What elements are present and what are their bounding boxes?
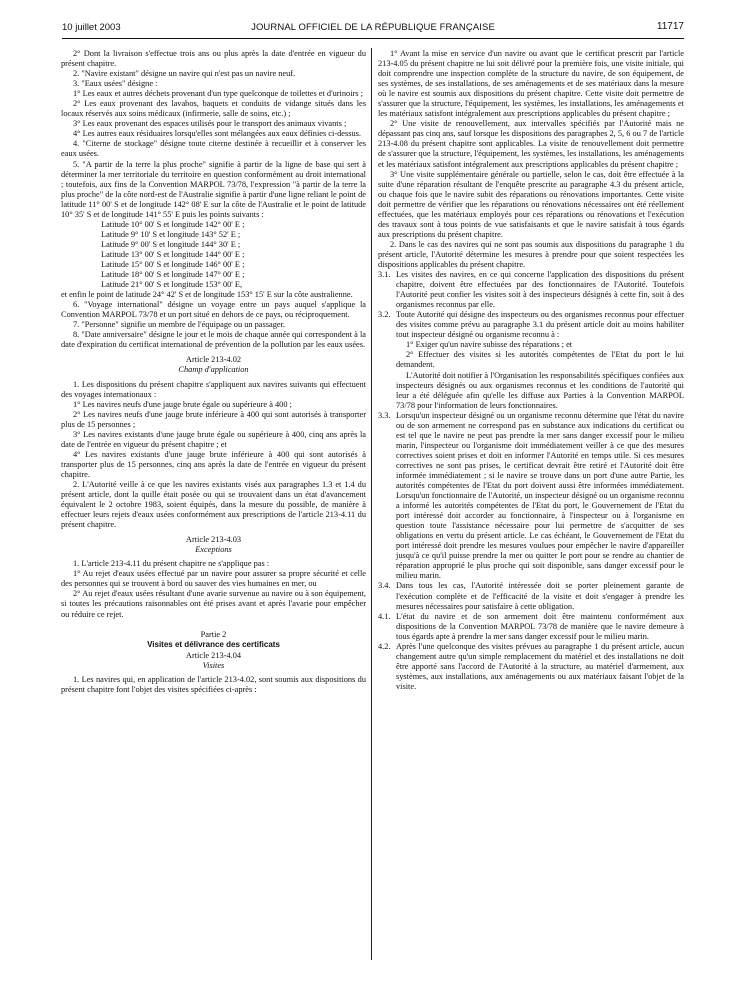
paragraph: 1. Les dispositions du présent chapitre s'appliquent aux navires suivants qui effectuent des voyages internationaux : — [61, 379, 366, 399]
paragraph: 4° Les navires existants d'une jauge brute inférieure à 400 qui sont autorisés à transporter plus de 15 personnes, cinq ans après la date de l'entrée en vigueur du présent chapitre. — [61, 449, 366, 479]
paragraph: 7. "Personne" signifie un membre de l'équipage ou un passager. — [73, 320, 285, 330]
paragraph-text: Lorsqu'un inspecteur désigné ou un organisme reconnu détermine que l'état du navire ou de son armement ne correspond pas en substance aux indications du certificat ou est tel que le navire ne peut pas prendre la mer sans danger excessif pour le milieu marin, l'inspecteur ou l'organisme doit immédiatement veiller à ce que des mesures correctives soient prises et doit en informer l'Autorité en temps utile. Si ces mesures correctives ne sont pas prises, le certificat devrait être retiré et l'Autorité doit être informée immédiatement ; si le navire se trouve dans un port d'une autre Partie, les autorités compétentes de l'Etat du port doivent aussi être informées immédiatement. Lorsqu'un fonctionnaire de l'Autorité, un inspecteur désigné ou un organisme reconnu a informé les autorités compétentes de l'Etat du port, le Gouvernement de l'Etat du port intéressé doit accorder au fonctionnaire, à l'inspecteur ou à l'organisme en question toute l'assistance nécessaire pour lui permettre de s'acquitter de ses obligations en vertu du présent article. Le cas échéant, le Gouvernement de l'Etat du port intéressé doit prendre les mesures voulues pour empêcher le navire d'appareiller jusqu'à ce qu'il puisse prendre la mer ou quitter le port pour se rendre au chantier de réparation approprié le plus proche qui soit disponible, sans danger excessif pour le milieu marin. — [396, 410, 684, 581]
paragraph: 1. L'article 213-4.11 du présent chapitre ne s'applique pas : — [73, 559, 270, 569]
paragraph: 3° Une visite supplémentaire générale ou partielle, selon le cas, doit être effectuée à la suite d'une réparation résultant de l'enquête prescrite au paragraphe 4.3 du présent article, ou chaque fois que le navire subit des réparations ou rénovations importantes. Cette visite doit permettre de vérifier que les réparations ou rénovations nécessaires ont été réellement effectuées, que les matériaux employés pour ces réparations ou rénovations et l'exécution des travaux sont à tous points de vue satisfaisants et que le navire satisfait à tous égards aux prescriptions du présent chapitre. — [378, 169, 684, 239]
sub-item: 1° Exiger qu'un navire subisse des réparations ; et — [406, 340, 573, 350]
latitude-line: Latitude 9° 10' S et longitude 143° 52' E ; — [101, 229, 241, 239]
paragraph: 2° Une visite de renouvellement, aux intervalles spécifiés par l'Autorité mais ne dépassant pas cinq ans, sauf lorsque les dispositions des paragraphes 2, 5, 6 ou 7 de l'article 213-4.08 du présent chapitre sont applicables. La visite de renouvellement doit permettre de s'assurer que la structure, l'équipement, les systèmes, les installations, les aménagements et les matériaux satisfont intégralement aux prescriptions applicables du présent chapitre ; — [378, 119, 684, 169]
numbered-paragraph — [378, 581, 684, 611]
paragraph: 6. "Voyage international" désigne un voyage entre un pays auquel s'applique la Convention MARPOL 73/78 et un port situé en dehors de ce pays, ou réciproquement. — [61, 300, 366, 320]
paragraph: 2° Les navires neufs d'une jauge brute inférieure à 400 qui sont autorisés à transporter plus de 15 personnes ; — [61, 409, 366, 429]
header-date: 10 juillet 2003 — [62, 22, 121, 33]
paragraph-number: 3.2. — [378, 310, 391, 320]
latitude-line: Latitude 9° 00' S et longitude 144° 30' E ; — [101, 239, 241, 249]
paragraph: 3° Les eaux provenant des espaces utilisés pour le transport des animaux vivants ; — [73, 119, 347, 129]
paragraph: 3° Les navires existants d'une jauge brute égale ou supérieure à 400, cinq ans après la date de l'entrée en vigueur du présent chapitre ; et — [61, 429, 366, 449]
paragraph: 1° Les navires neufs d'une jauge brute égale ou supérieure à 400 ; — [73, 399, 292, 409]
article-subtitle: Visites — [202, 660, 225, 670]
paragraph: 5. "A partir de la terre la plus proche" signifie à partir de la ligne de base qui sert à déterminer la mer territoriale du territoire en question conformément au droit international ; toutefois, aux fins de la Convention MARPOL 73/78, l'expression "à partir de la terre la plus proche" de la côte nord-est de l'Australie signifie à partir d'une ligne reliant le point de latitude 11° 00' S et de longitude 142° 08' E sur la côte de l'Australie et le point de latitude 10° 35' S et de longitude 141° 55' E puis les points suivants : — [61, 159, 366, 219]
numbered-paragraph — [378, 310, 684, 410]
article-heading: Article 213-4.02 — [185, 355, 242, 365]
left-column — [61, 49, 366, 695]
paragraph: 2. Dans le cas des navires qui ne sont pas soumis aux dispositions du paragraphe 1 du présent article, l'Autorité détermine les mesures à prendre pour que soient respectées les dispositions applicables du présent chapitre. — [378, 239, 684, 269]
paragraph-text: Dans tous les cas, l'Autorité intéressée doit se porter pleinement garante de l'exécution complète et de l'efficacité de la visite et doit s'engager à prendre les mesures nécessaires pour satisfaire à cette obligation. — [396, 581, 684, 611]
paragraph: 3. "Eaux usées" désigne : — [73, 79, 158, 89]
paragraph: 2° Au rejet d'eaux usées résultant d'une avarie survenue au navire ou à son équipement, si toutes les précautions raisonnables ont été prises avant et après l'avarie pour empêcher ou réduire ce rejet. — [61, 589, 366, 619]
latitude-line: Latitude 15° 00' S et longitude 146° 00' E ; — [101, 259, 245, 269]
paragraph-number: 3.3. — [378, 410, 391, 420]
paragraph-number: 4.1. — [378, 611, 391, 621]
paragraph: 1° Avant la mise en service d'un navire ou avant que le certificat prescrit par l'article 213-4.05 du présent chapitre ne lui soit délivré pour la première fois, une visite initiale, qui doit comprendre une inspection complète de la structure du navire, de son équipement, de ses systèmes, de ses installations, de ses aménagements et de ses matériaux dans la mesure où le navire est soumis aux dispositions du présent chapitre. Cette visite doit permettre de s'assurer que la structure, l'équipement, les systèmes, les installations, les aménagements et les matériaux satisfont intégralement aux prescriptions applicables du présent chapitre ; — [378, 49, 684, 119]
paragraph-text: L'état du navire et de son armement doit être maintenu conformément aux dispositions de la Convention MARPOL 73/78 de manière que le navire demeure à tous égards apte à prendre la mer sans danger excessif pour le milieu marin. — [396, 611, 684, 641]
paragraph: 1. Les navires qui, en application de l'article 213-4.02, sont soumis aux dispositions du présent chapitre font l'objet des visites spécifiées ci-après : — [61, 674, 366, 694]
paragraph: 2. L'Autorité veille à ce que les navires existants visés aux paragraphes 1.3 et 1.4 du présent article, dont la quille était posée ou qui se trouvaient dans un état d'avancement équivalent le 2 octobre 1983, soient équipés, dans la mesure du possible, de manière à effectuer leurs rejets d'eaux usées conformément aux prescriptions de l'article 213-4.11 du présent chapitre. — [61, 479, 366, 530]
header-rule — [62, 38, 684, 39]
paragraph: 1° Les eaux et autres déchets provenant d'un type quelconque de toilettes et d'urinoirs ; — [73, 89, 363, 99]
article-heading: Article 213-4.03 — [185, 535, 242, 545]
paragraph-number: 3.4. — [378, 581, 391, 591]
right-column — [378, 49, 684, 692]
paragraph-text — [396, 310, 684, 410]
numbered-paragraph — [378, 270, 684, 310]
page-number: 11717 — [656, 21, 684, 32]
paragraph: 4. "Citerne de stockage" désigne toute citerne destinée à recueillir et à conserver les eaux usées. — [61, 139, 366, 159]
numbered-paragraph — [378, 411, 684, 582]
numbered-paragraph — [378, 612, 684, 642]
paragraph: 1° Au rejet d'eaux usées effectué par un navire pour assurer sa propre sécurité et celle des personnes qui se trouvent à bord ou sauver des vies humaines en mer, ou — [61, 569, 366, 589]
article-subtitle: Exceptions — [195, 545, 232, 555]
latitude-line: Latitude 21° 00' S et longitude 153° 00' E, — [101, 280, 243, 290]
paragraph-body: Toute Autorité qui désigne des inspecteurs ou des organismes reconnus pour effectuer des visites comme prévu au paragraphe 3.1 du présent article doit au moins habiliter tout inspecteur désigné ou organisme reconnu à : — [396, 310, 684, 340]
part-heading: Partie 2 — [200, 629, 227, 639]
paragraph: 4° Les autres eaux résiduaires lorsqu'elles sont mélangées aux eaux définies ci-dessus. — [73, 129, 361, 139]
page-header — [62, 16, 684, 36]
latitude-line: Latitude 13° 00' S et longitude 144° 00' E ; — [101, 249, 245, 259]
sub-item: 2° Effectuer des visites si les autorités compétentes de l'Etat du port le lui demandent. — [396, 350, 684, 370]
sub-paragraph: L'Autorité doit notifier à l'Organisation les responsabilités spécifiques confiées aux inspecteurs désignés ou aux organismes reconnus et les conditions de l'autorité qui leur a été déléguée afin qu'elle les diffuse aux Parties à la Convention MARPOL 73/78 pour l'information de leurs fonctionnaires. — [396, 370, 684, 410]
column-separator — [371, 48, 372, 960]
paragraph-text: Les visites des navires, en ce qui concerne l'application des dispositions du présent chapitre, doivent être effectuées par des fonctionnaires de l'Autorité. Toutefois l'Autorité peut confier les visites soit à des inspecteurs désignés à cette fin, soit à des organismes reconnus par elle. — [396, 270, 684, 310]
paragraph: et enfin le point de latitude 24° 42' S et de longitude 153° 15' E sur la côte australienne. — [61, 290, 353, 300]
paragraph-number: 4.2. — [378, 641, 391, 651]
numbered-paragraph — [378, 642, 684, 692]
paragraph: 2° Dont la livraison s'effectue trois ans ou plus après la date d'entrée en vigueur du présent chapitre. — [61, 49, 366, 69]
paragraph: 2. "Navire existant" désigne un navire qui n'est pas un navire neuf. — [73, 69, 296, 79]
paragraph: 2° Les eaux provenant des lavabos, baquets et conduits de vidange situés dans les locaux réservés aux soins médicaux (infirmerie, salle de soins, etc.) ; — [61, 99, 366, 119]
paragraph-number: 3.1. — [378, 270, 391, 280]
journal-title: JOURNAL OFFICIEL DE LA RÉPUBLIQUE FRANÇAISE — [251, 22, 495, 33]
article-heading: Article 213-4.04 — [185, 650, 242, 660]
paragraph: 8. "Date anniversaire" désigne le jour et le mois de chaque année qui correspondent à la date d'expiration du certificat international de prévention de la pollution par les eaux usées. — [61, 330, 366, 350]
part-title: Visites et délivrance des certificats — [147, 639, 280, 649]
latitude-line: Latitude 18° 00' S et longitude 147° 00' E ; — [101, 270, 245, 280]
article-subtitle: Champ d'application — [178, 365, 249, 375]
paragraph-text: Après l'une quelconque des visites prévues au paragraphe 1 du présent article, aucun changement autre qu'un simple remplacement du matériel et des installations ne doit être apporté sans l'accord de l'Autorité à la structure, au matériel d'armement, aux systèmes, aux installations, aux aménagements ou aux matériaux faisant l'objet de la visite. — [396, 641, 684, 691]
latitude-line: Latitude 10° 00' S et longitude 142° 00' E ; — [101, 219, 245, 229]
